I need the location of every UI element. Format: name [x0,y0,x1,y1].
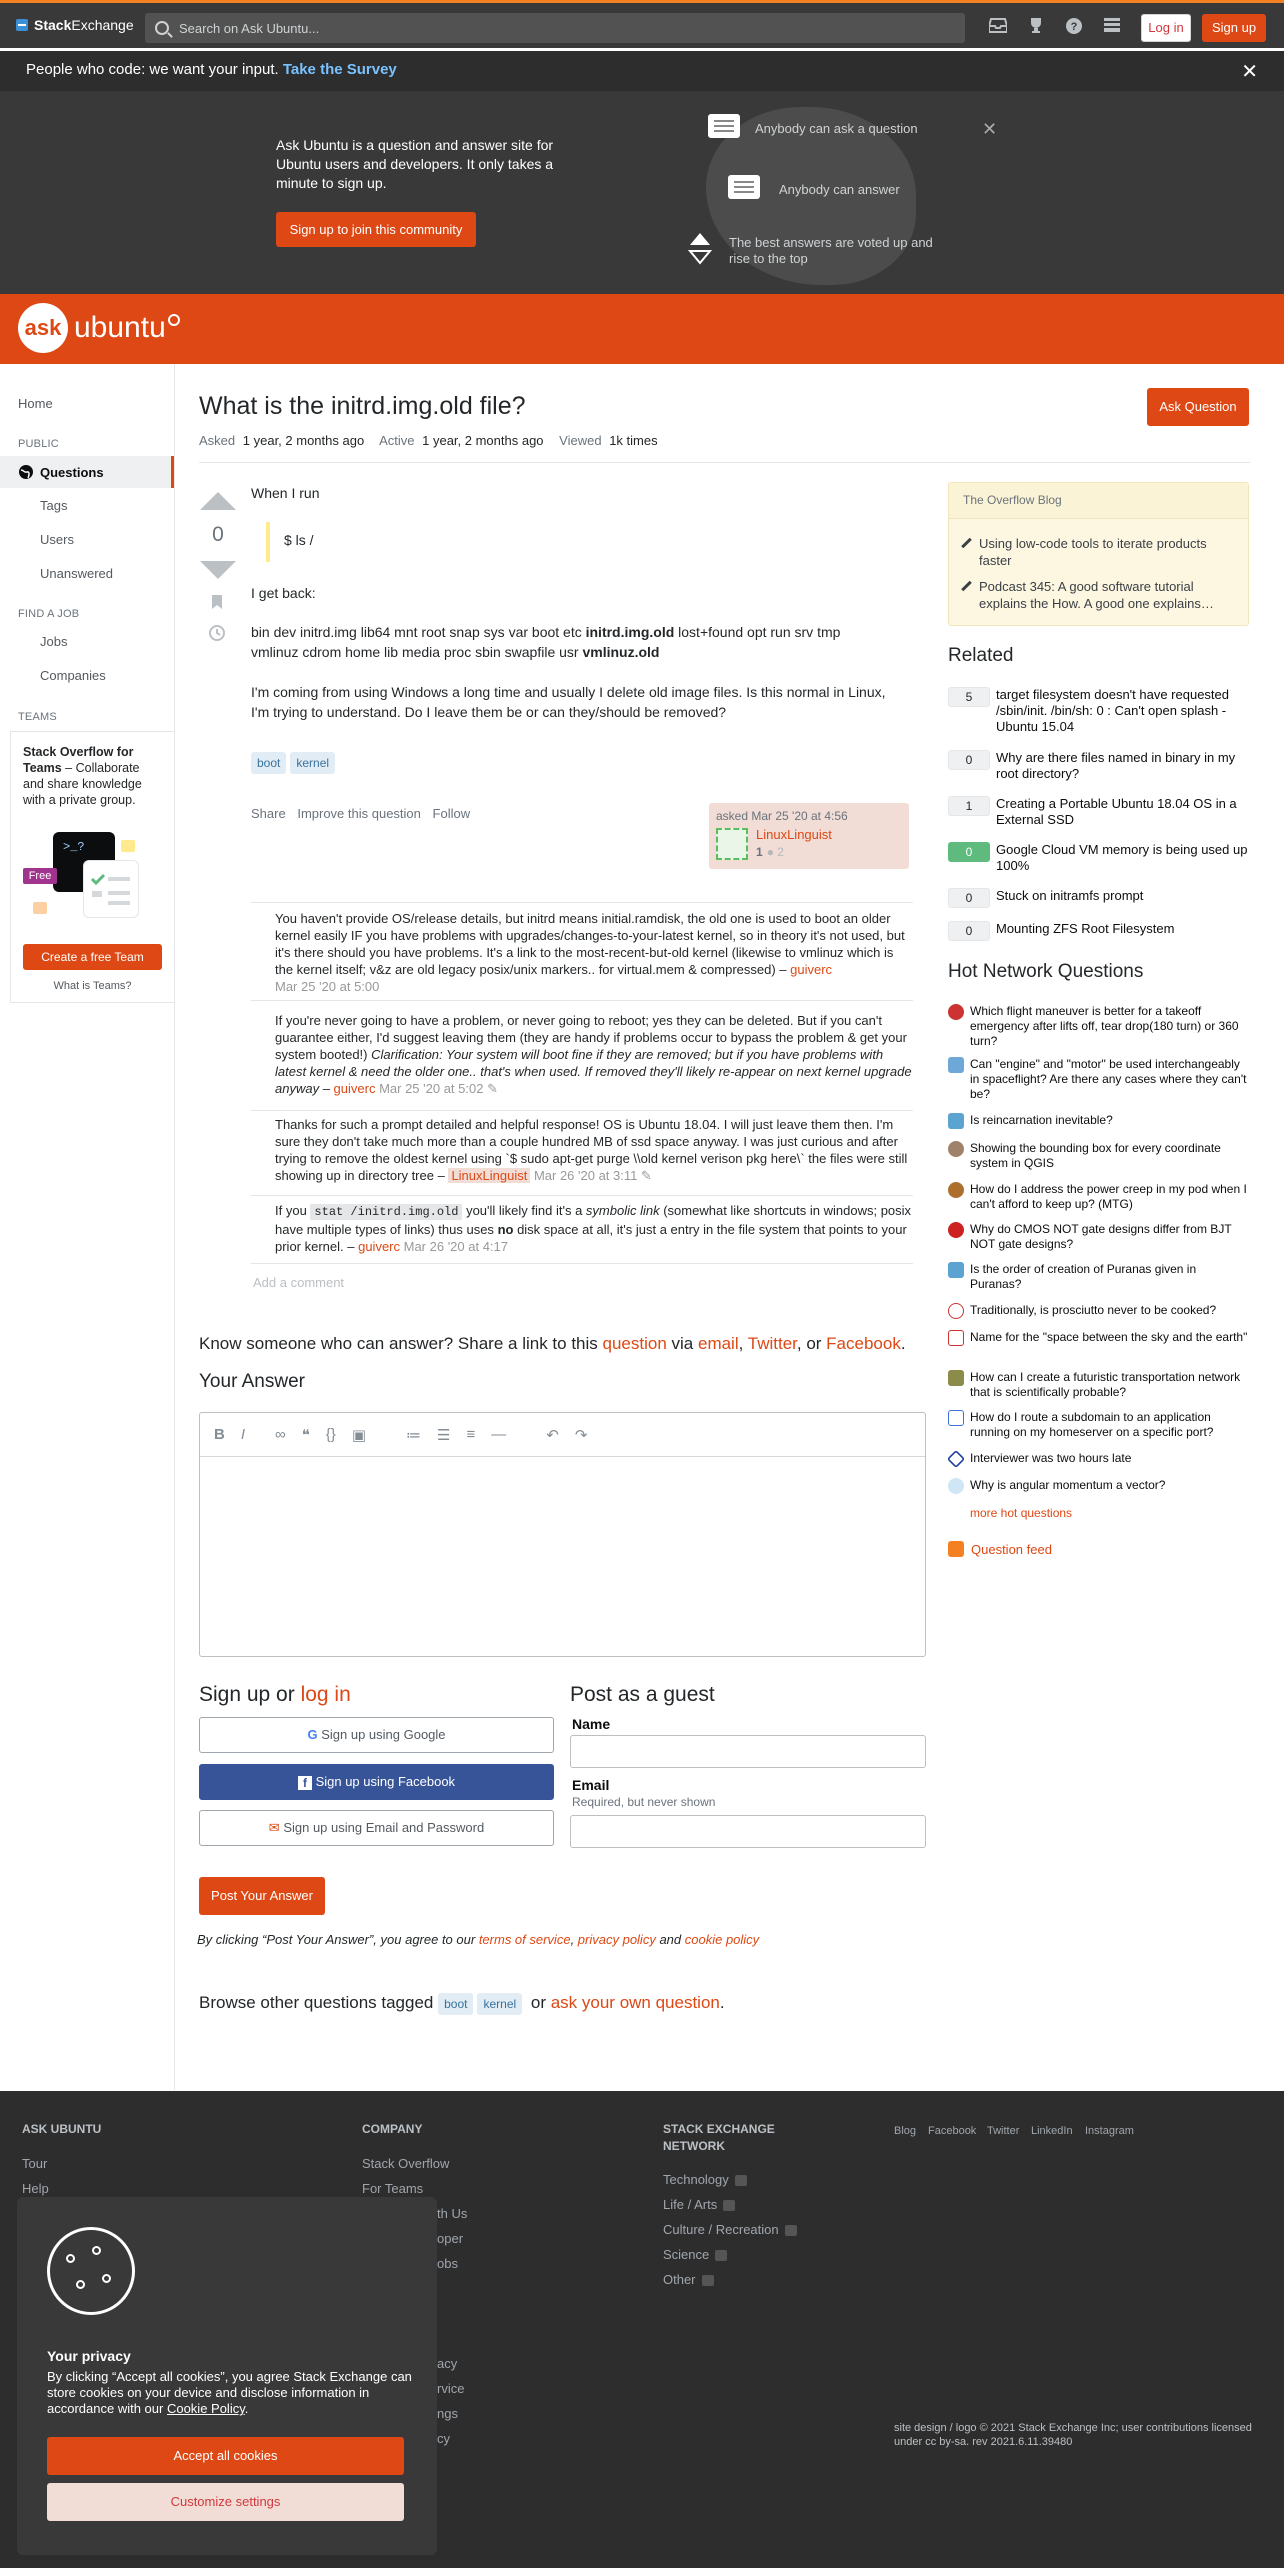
divider [251,1195,913,1196]
hot-question-title[interactable]: How do I address the power creep in my pod when I can't afford to keep up? (MTG) [970,1182,1247,1211]
post-paragraph: I'm coming from using Windows a long time and usually I delete old image files. Is this normal in Linux, I'm trying to understand. Do I leave them be or can they/should be removed? [251,684,886,720]
external-link-icon [735,2175,747,2186]
nav-home[interactable]: Home [18,396,53,411]
site-header [0,294,1284,364]
copyright: site design / logo © 2021 Stack Exchange Inc; user contributions licensed under cc by-sa. rev 2021.6.11.39480 [894,2422,1252,2448]
login-link[interactable]: log in [300,1683,351,1706]
your-answer-heading: Your Answer [199,1371,305,1392]
divider [251,1263,913,1264]
signup-heading [199,1683,351,1707]
comment-italic: symbolic link [585,1203,660,1218]
hero-item-answer: Anybody can answer [779,182,900,197]
pencil-icon [961,581,972,592]
browse-text: . [719,1993,725,2012]
share-text: Know someone who can answer? Share a link to this [199,1334,603,1353]
footer-link[interactable]: obs [437,2256,458,2271]
email-field[interactable] [570,1815,926,1848]
footer-social-facebook[interactable]: Facebook [928,2125,977,2137]
overflow-blog [948,482,1249,626]
accept-cookies-button[interactable]: Accept all cookies [47,2437,404,2475]
add-comment-link[interactable]: Add a comment [253,1275,345,1290]
footer-link[interactable]: acy [437,2356,458,2371]
external-link-icon [785,2225,797,2236]
divider [251,1110,913,1111]
related-heading: Related [948,645,1014,666]
avatar[interactable] [716,828,748,860]
chat-icon [121,840,135,852]
share-prompt [199,1334,906,1354]
blog-title: The Overflow Blog [949,483,1248,519]
follow-link[interactable]: Follow [432,806,471,821]
output-text: bin dev initrd.img lib64 mnt root snap sys var boot etc [251,624,586,640]
teams-prompt: >_? [63,840,85,854]
browse-text: Browse other questions tagged [199,1993,439,2012]
blog-item-text: Podcast 345: A good software tutorial explains the How. A good one explains… [979,579,1214,611]
share-email-link[interactable]: email [697,1334,739,1353]
gis-site-icon [948,1141,964,1157]
heading-icon[interactable]: ≡ [466,1426,476,1443]
comment-text: You haven't provide OS/release details, but initrd means initial.ramdisk, the old one is used to boot an older kernel easily IF you have problems with upgrades/changes-to-your-latest kernel, so in theory it's not used, but it's there should you have problems. It's a link to the most-recent-but-old kernel (likewise to vmlinuz which is the kernel itself; v&z are old legacy posix/unix markers.. for virtual.mem & compressed) – [275,911,905,977]
comment [275,1116,915,1184]
comment-text: If you [275,1203,311,1218]
google-signup-button[interactable] [199,1717,554,1753]
signup-button[interactable]: Sign up [1202,14,1266,42]
ordered-list-icon[interactable]: ≔ [406,1426,422,1444]
downvote-icon[interactable] [200,561,236,579]
comment [275,910,915,995]
editor-toolbar [200,1413,925,1457]
badge-count: ● 2 [766,845,784,859]
bulleted-list-icon[interactable]: ☰ [437,1426,451,1444]
search-icon [155,21,169,35]
rss-icon [948,1541,964,1557]
footer-heading[interactable]: STACK EXCHANGE NETWORK [663,2122,775,2153]
top-bar [0,0,1284,48]
share-twitter-link[interactable]: Twitter [747,1334,797,1353]
footer-link[interactable] [663,2172,747,2187]
question-feed-link[interactable]: Question feed [971,1542,1052,1557]
comment-text: Thanks for such a prompt detailed and helpful response! OS is Ubuntu 18.04. I will just leave them then. I'm sure they don't take much more than a couple hundred MB of ssd space anyway. I was just curious and after trying to remove the oldest kernel using `$ sudo apt-get purge \\old kernel verison pkg here\` the files were still showing up in directory tree – [275,1117,908,1183]
quote-icon[interactable]: ❝ [301,1426,310,1444]
facebook-signup-label: Sign up using Facebook [315,1774,456,1789]
close-icon[interactable]: ✕ [1241,61,1258,83]
survey-banner [0,51,1284,91]
asked-label: Asked [199,433,236,448]
cookie-consent-dialog [17,2197,437,2555]
name-label: Name [572,1716,611,1732]
footer-link-text: Culture / Recreation [663,2222,779,2237]
divider [251,1000,913,1001]
hot-question-title[interactable]: Interviewer was two hours late [970,1451,1132,1465]
share-text: , or [796,1334,827,1353]
physics-site-icon [948,1478,964,1494]
share-link[interactable]: Share [251,806,286,821]
footer-link[interactable]: cy [437,2431,450,2446]
customize-settings-button[interactable]: Customize settings [47,2483,404,2521]
cookie-policy-link[interactable]: cookie policy [684,1932,760,1947]
footer-link-text: Technology [663,2172,729,2187]
nav-heading-find-job: FIND A JOB [18,608,80,620]
login-button[interactable]: Log in [1141,14,1191,42]
electronics-site-icon [948,1222,964,1238]
active-label: Active [379,433,415,448]
tag-boot[interactable]: boot [251,752,286,774]
hero-item-ask: Anybody can ask a question [755,121,918,136]
share-text: , [738,1334,748,1353]
close-icon[interactable]: ✕ [982,119,998,139]
logo-text: ubuntu [74,311,166,344]
globe-icon [18,464,34,483]
blog-item-text: Using low-code tools to iterate products faster [979,536,1207,568]
footer-link[interactable] [663,2197,735,2212]
hot-question-title[interactable]: Is reincarnation inevitable? [970,1113,1113,1127]
boardgames-site-icon [948,1182,964,1198]
redo-icon[interactable]: ↷ [574,1426,588,1444]
external-link-icon [715,2250,727,2261]
viewed-label: Viewed [559,433,602,448]
divider [251,902,913,903]
aviation-site-icon [948,1004,964,1020]
related-score: 0 [948,921,990,941]
hot-question-title[interactable]: Can "engine" and "motor" be used interchangeably in spaceflight? Are there any cases where they can't be? [970,1057,1247,1101]
active-value[interactable]: 1 year, 2 months ago [422,433,544,448]
footer-link[interactable] [663,2222,797,2237]
footer-link[interactable] [663,2247,727,2262]
ubuntu-circle-icon [168,314,180,326]
bookmark-icon[interactable] [211,594,223,613]
cookie-body: By clicking “Accept all cookies”, you agree Stack Exchange can store cookies on your device and disclose information in accordance with our [47,2369,412,2416]
privacy-link[interactable]: privacy policy [577,1932,656,1947]
hot-question-title[interactable]: How can I create a futuristic transportation network that is scientifically probable? [970,1370,1241,1399]
post-paragraph [251,622,891,662]
reputation-score: 1 [756,845,763,859]
owner-card [709,803,909,869]
cooking-site-icon [948,1303,964,1319]
pencil-icon [961,538,972,549]
hot-question-title[interactable]: Is the order of creation of Puranas given in Puranas? [970,1262,1197,1291]
related-score: 0 [948,750,990,770]
tag-boot[interactable]: boot [438,1993,473,2015]
comment-date[interactable]: Mar 25 '20 at 5:02 [375,1081,484,1096]
share-text: via [666,1334,698,1353]
email-label: Email [572,1777,610,1793]
inbox-icon[interactable] [988,17,1008,37]
hinduism-site-icon [948,1262,964,1278]
code-icon[interactable]: {} [325,1426,336,1443]
output-bold: initrd.img.old [585,624,675,640]
footer-link-text: Other [663,2272,696,2287]
serverfault-site-icon [948,1410,964,1426]
terms-text: By clicking “Post Your Answer”, you agree to our [197,1932,479,1947]
comment-text: – [319,1081,334,1096]
edit-icon: ✎ [640,1168,652,1183]
ask-own-question-link[interactable]: ask your own question [550,1993,720,2012]
related-score: 1 [948,796,990,816]
footer-social-twitter[interactable]: Twitter [987,2125,1020,2137]
tag-kernel[interactable]: kernel [477,1993,522,2015]
nav-unanswered[interactable]: Unanswered [40,566,113,581]
terms-text: , [570,1932,578,1947]
history-icon[interactable] [208,624,226,645]
post-menu [251,806,478,821]
footer-link[interactable]: th Us [437,2206,468,2221]
comment [275,1202,915,1255]
workplace-site-icon [947,1450,965,1468]
search-placeholder: Search on Ask Ubuntu... [179,20,320,36]
stackexchange-icon [16,19,28,31]
nav-questions[interactable]: Questions [40,465,104,480]
site-switcher-icon[interactable] [1102,17,1122,37]
answer-editor[interactable] [199,1412,926,1657]
cookie-icon [47,2227,135,2315]
nav-heading-public: PUBLIC [18,438,59,450]
comment-italic: Clarification: Your system will boot fine if they are removed; but if you have problems with latest kernel & need the older one.. that's when used. If removed they'll likely re-appear on next kernel upgrade anyway [275,1047,912,1096]
hot-question-title[interactable]: Traditionally, is prosciutto never to be cooked? [970,1303,1217,1317]
email-signup-button[interactable] [199,1810,554,1846]
divider [199,462,1250,463]
footer-heading[interactable]: COMPANY [362,2122,423,2136]
output-text: lost+found opt run srv tmp vmlinuz cdrom home lib media proc sbin swapfile usr [251,624,841,660]
share-text: . [900,1334,906,1353]
related-title[interactable]: Mounting ZFS Root Filesystem [996,921,1175,936]
comment [275,1012,915,1097]
teams-text: – Collaborate and share knowledge with a private group. [23,761,142,807]
terms-notice [197,1932,759,1947]
cookie-policy-link[interactable]: Cookie Policy [166,2401,245,2416]
google-signup-label: Sign up using Google [321,1727,446,1742]
comment-user[interactable]: guiverc [790,962,833,977]
survey-text: People who code: we want your input. [26,61,279,78]
undo-icon[interactable]: ↶ [546,1426,559,1444]
asked-time: asked Mar 25 '20 at 4:56 [716,809,848,823]
comment-date[interactable]: Mar 25 '20 at 5:00 [275,979,380,994]
english-site-icon [948,1330,964,1346]
post-paragraph: I get back: [251,585,316,601]
worldbuilding-site-icon [948,1370,964,1386]
hot-question-title[interactable]: Which flight maneuver is better for a takeoff emergency after lifts off, tear drop(180 turn) or 360 turn? [970,1004,1239,1048]
google-icon: G [307,1727,318,1742]
code-block: $ ls / [266,522,626,562]
teams-card [83,860,139,918]
more-hot-questions-link[interactable]: more hot questions [970,1506,1073,1520]
stackexchange-logo[interactable] [16,17,134,33]
hot-question-title[interactable]: Why do CMOS NOT gate designs differ from BJT NOT gate designs? [970,1222,1232,1251]
footer-social-instagram[interactable]: Instagram [1085,2125,1134,2137]
email-signup-label: Sign up using Email and Password [283,1820,485,1835]
hero-item-vote: The best answers are voted up and rise to the top [729,235,933,266]
footer-link[interactable]: rvice [437,2381,465,2396]
hot-network-heading: Hot Network Questions [948,961,1144,982]
teams-title: Stack Overflow for Teams [23,745,134,775]
blog-item[interactable] [979,578,1235,612]
comment-user[interactable]: guiverc [333,1081,376,1096]
related-title[interactable]: Why are there files named in binary in my root directory? [996,750,1236,781]
footer-link[interactable]: Help [22,2181,49,2196]
facebook-signup-button[interactable] [199,1764,554,1800]
comment-user[interactable]: LinuxLinguist [448,1168,530,1183]
create-team-button[interactable]: Create a free Team [23,944,162,970]
external-link-icon [702,2275,714,2286]
share-facebook-link[interactable]: Facebook [826,1334,901,1353]
tos-link[interactable]: terms of service [478,1932,571,1947]
comment-text: (somewhat like shortcuts in windows; posix have multiple types of links) thus uses [275,1203,912,1237]
search-input[interactable] [145,13,965,43]
post-answer-button[interactable]: Post Your Answer [199,1877,325,1915]
related-title[interactable]: Creating a Portable Ubuntu 18.04 OS in a External SSD [996,796,1237,827]
link-icon[interactable]: ∞ [275,1426,286,1443]
related-score: 0 [948,842,990,862]
hot-question-title[interactable]: How do I route a subdomain to an application running on my homeserver on a specific port? [970,1410,1214,1439]
footer-social-blog[interactable]: Blog [894,2125,917,2137]
footer-link[interactable]: oper [437,2231,464,2246]
svg-text:?: ? [1070,21,1078,33]
free-badge: Free [23,868,57,884]
vote-arrows-icon [688,231,712,268]
comment-date[interactable]: Mar 26 '20 at 4:17 [400,1239,509,1254]
related-title[interactable]: Google Cloud VM memory is being used up 100% [996,842,1248,873]
footer-link[interactable] [663,2272,714,2287]
achievements-icon[interactable] [1026,17,1046,37]
comment-code: stat /initrd.img.old [310,1204,462,1220]
italic-icon[interactable]: I [240,1426,246,1443]
nav-tags[interactable]: Tags [40,498,68,513]
answer-bubble-icon [728,175,760,199]
tag-list [251,752,339,774]
nav-users[interactable]: Users [40,532,74,547]
ask-question-button[interactable]: Ask Question [1147,388,1249,426]
upvote-icon[interactable] [200,492,236,510]
footer-link-text: Science [663,2247,710,2262]
comment-bold: no [497,1222,514,1237]
hot-question-title[interactable]: Why is angular momentum a vector? [970,1478,1166,1492]
output-bold: vmlinuz.old [582,644,660,660]
what-is-teams-link[interactable]: What is Teams? [53,980,132,992]
cookie-title: Your privacy [47,2348,131,2364]
hero-banner [0,91,1284,294]
browse-text: or [526,1993,551,2012]
related-score: 0 [948,888,990,908]
comment-date[interactable]: Mar 26 '20 at 3:11 [530,1168,638,1183]
buddhism-site-icon [948,1113,964,1129]
footer-link[interactable]: Tour [22,2156,48,2171]
footer-link-text: Life / Arts [663,2197,718,2212]
teams-promo [10,731,175,1003]
footer-link[interactable]: For Teams [362,2181,424,2196]
cookie-text [47,2369,419,2417]
footer-link[interactable]: ngs [437,2406,458,2421]
nav-companies[interactable]: Companies [40,668,106,683]
name-field[interactable] [570,1735,926,1768]
footer-link[interactable]: Stack Overflow [362,2156,450,2171]
share-question-link[interactable]: question [602,1334,667,1353]
comment-text: If you're never going to have a problem, or never going to reboot; yes they can be deleted. But if you can't guarantee either, I'd suggest leaving them (they are handy if problems occur to bypass the problem & get your system booted!) [275,1013,907,1062]
comment-user[interactable]: guiverc [358,1239,401,1254]
logo-circle: ask [18,303,68,353]
guest-heading: Post as a guest [570,1683,715,1706]
vote-count: 0 [212,523,224,546]
survey-link[interactable]: Take the Survey [282,61,397,78]
email-icon: ✉ [268,1820,280,1835]
tag-kernel[interactable]: kernel [290,752,335,774]
hot-question-title[interactable]: Name for the "space between the sky and the earth" [970,1330,1248,1344]
question-title[interactable]: What is the initrd.img.old file? [199,392,526,420]
footer-heading[interactable]: ASK UBUNTU [22,2122,102,2136]
image-icon[interactable]: ▣ [351,1426,367,1444]
space-site-icon [948,1057,964,1073]
improve-link[interactable]: Improve this question [297,806,421,821]
question-meta [199,433,658,448]
owner-reputation [756,845,784,859]
comment-text: you'll likely find it's a [462,1203,586,1218]
browse-tags [199,1993,725,2015]
owner-name[interactable]: LinuxLinguist [756,827,832,842]
asked-value: 1 year, 2 months ago [242,433,365,448]
horizontal-rule-icon[interactable]: ― [491,1426,507,1443]
comment-text: disk space at all, it's just a entry in the file system that points to your prior kernel. – [275,1222,907,1254]
hot-question-title[interactable]: Showing the bounding box for every coordinate system in QGIS [970,1141,1221,1170]
nav-heading-teams: TEAMS [18,711,57,723]
bold-icon[interactable]: B [214,1426,225,1443]
edit-icon: ✎ [487,1081,498,1096]
blog-item[interactable] [979,535,1235,569]
logo-text-exchange: Exchange [71,17,134,33]
external-link-icon [723,2200,735,2211]
question-bubble-icon [708,114,740,138]
left-sidebar [0,364,175,2090]
terms-text: and [655,1932,685,1947]
join-community-button[interactable]: Sign up to join this community [276,212,476,247]
post-paragraph: When I run [251,485,320,501]
askubuntu-logo[interactable] [18,303,180,353]
related-score: 5 [948,687,990,707]
related-title[interactable]: target filesystem doesn't have requested /sbin/init. /bin/sh: 0 : Can't open splash - Ubuntu 15.04 [996,687,1230,734]
help-icon[interactable] [1064,17,1084,37]
logo-text-stack: Stack [34,17,72,33]
footer-social-linkedin[interactable]: LinkedIn [1031,2125,1073,2137]
viewed-value: 1k times [609,433,658,448]
hero-text: Ask Ubuntu is a question and answer site for Ubuntu users and developers. It only takes a minute to sign up. [276,137,554,191]
nav-jobs[interactable]: Jobs [40,634,68,649]
cookie-body-end: . [244,2401,249,2416]
email-hint: Required, but never shown [572,1795,716,1809]
facebook-icon: f [298,1776,312,1790]
signup-heading-text: Sign up or [199,1683,301,1706]
chat-icon [33,902,47,914]
related-title[interactable]: Stuck on initramfs prompt [996,888,1144,903]
